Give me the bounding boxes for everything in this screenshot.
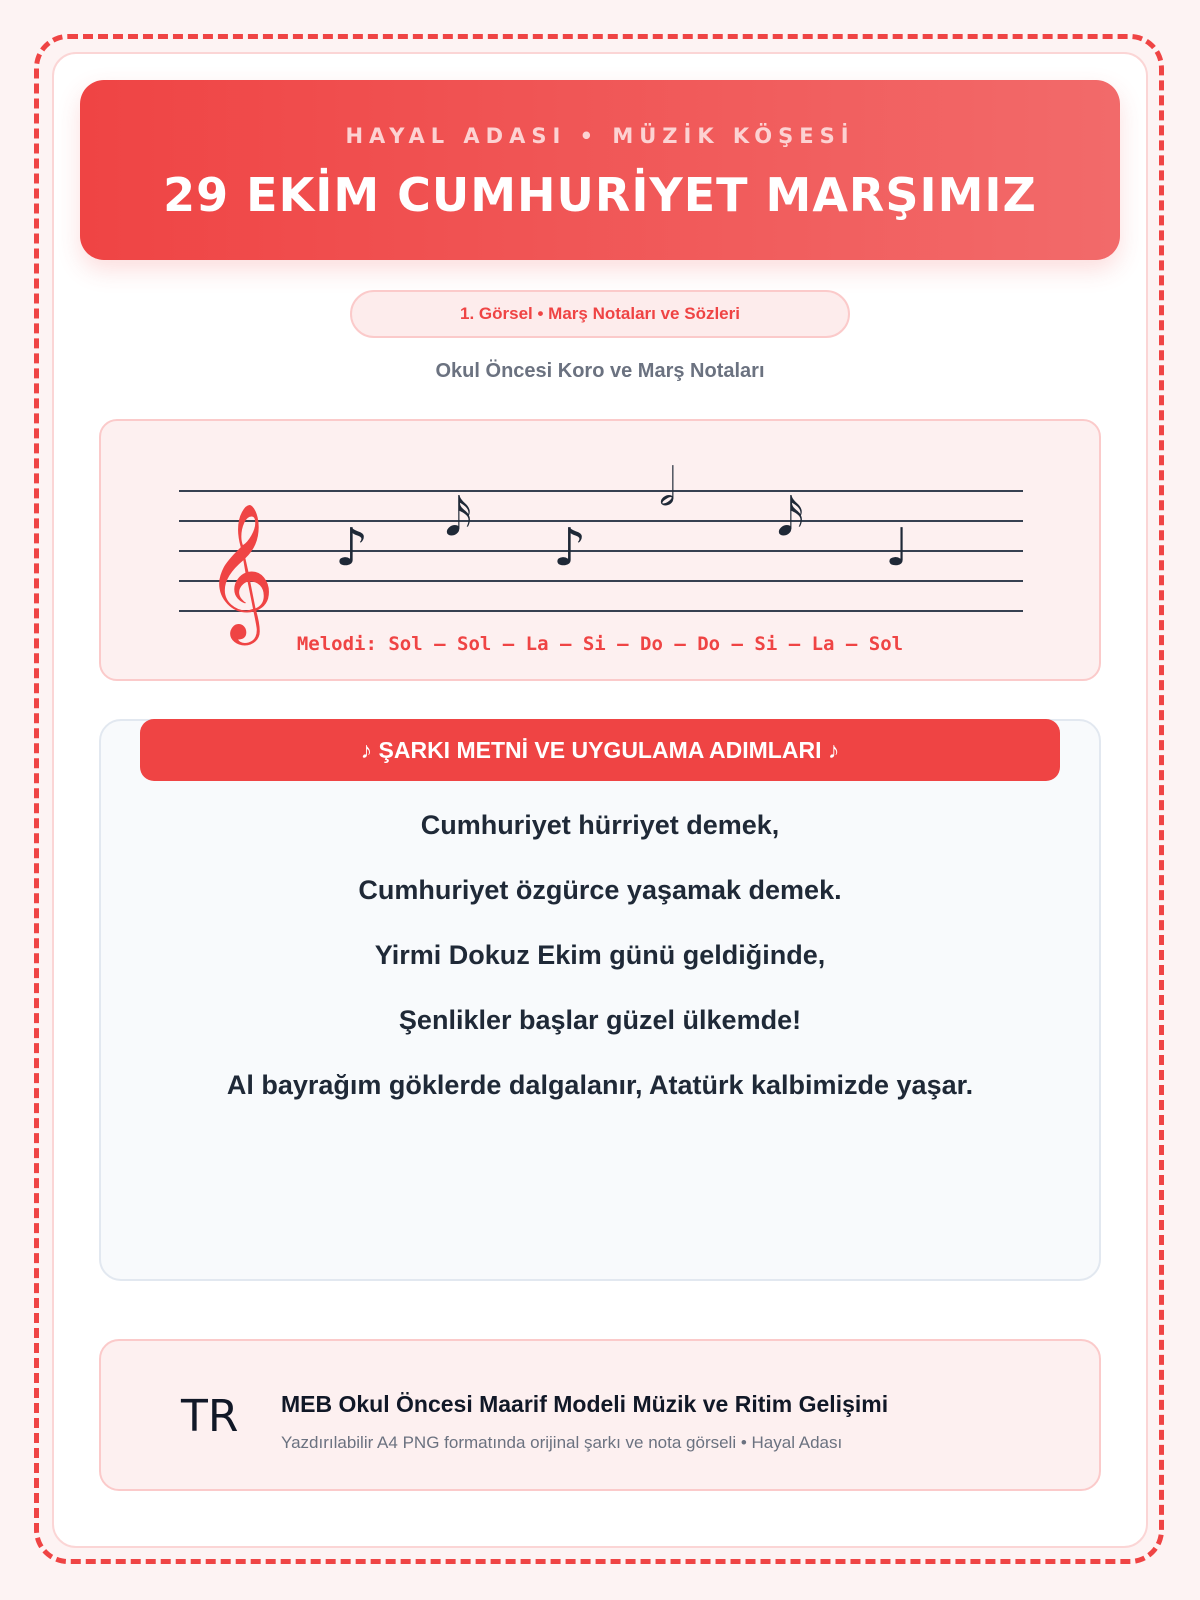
sixteenth-note-icon: 𝅘𝅥𝅯: [445, 488, 473, 548]
half-note-icon: 𝅗𝅥: [659, 458, 676, 518]
footer-subtitle: Yazdırılabilir A4 PNG formatında orijinal şarkı ve nota görseli • Hayal Adası: [281, 1433, 843, 1452]
lyric-line: Yirmi Dokuz Ekim günü geldiğinde,: [374, 940, 826, 970]
treble-clef-icon: 𝄞: [205, 501, 275, 639]
footer-title: MEB Okul Öncesi Maarif Modeli Müzik ve Ritim Gelişimi: [281, 1391, 889, 1417]
lyrics-banner: ♪ ŞARKI METNİ VE UYGULAMA ADIMLARI ♪: [140, 719, 1060, 781]
header-banner: [80, 80, 1120, 260]
eighth-note-icon: ♪: [553, 518, 587, 578]
lyric-line: Al bayrağım göklerde dalgalanır, Atatürk kalbimizde yaşar.: [226, 1070, 974, 1100]
lyric-line: Şenlikler başlar güzel ülkemde!: [398, 1005, 802, 1035]
sixteenth-note-icon: 𝅘𝅥𝅯: [777, 488, 805, 548]
lyrics-list: [99, 810, 1101, 1135]
page-title: 29 EKİM CUMHURİYET MARŞIMIZ: [163, 168, 1037, 222]
quarter-note-icon: ♩: [885, 518, 910, 578]
music-staff-panel: [99, 419, 1101, 681]
lyric-line: Cumhuriyet hürriyet demek,: [420, 810, 780, 840]
section-subtitle: Okul Öncesi Koro ve Marş Notaları: [435, 360, 765, 382]
section-pill: 1. Görsel • Marş Notaları ve Sözleri: [350, 290, 850, 338]
country-badge: TR: [181, 1391, 239, 1442]
header-subtitle: HAYAL ADASI • MÜZİK KÖŞESİ: [345, 124, 855, 148]
eighth-note-icon: ♪: [335, 518, 369, 578]
lyric-line: Cumhuriyet özgürce yaşamak demek.: [358, 875, 842, 905]
footer-panel: [99, 1339, 1101, 1491]
melody-text: Melodi: Sol – Sol – La – Si – Do – Do – Si – La – Sol: [296, 633, 904, 655]
